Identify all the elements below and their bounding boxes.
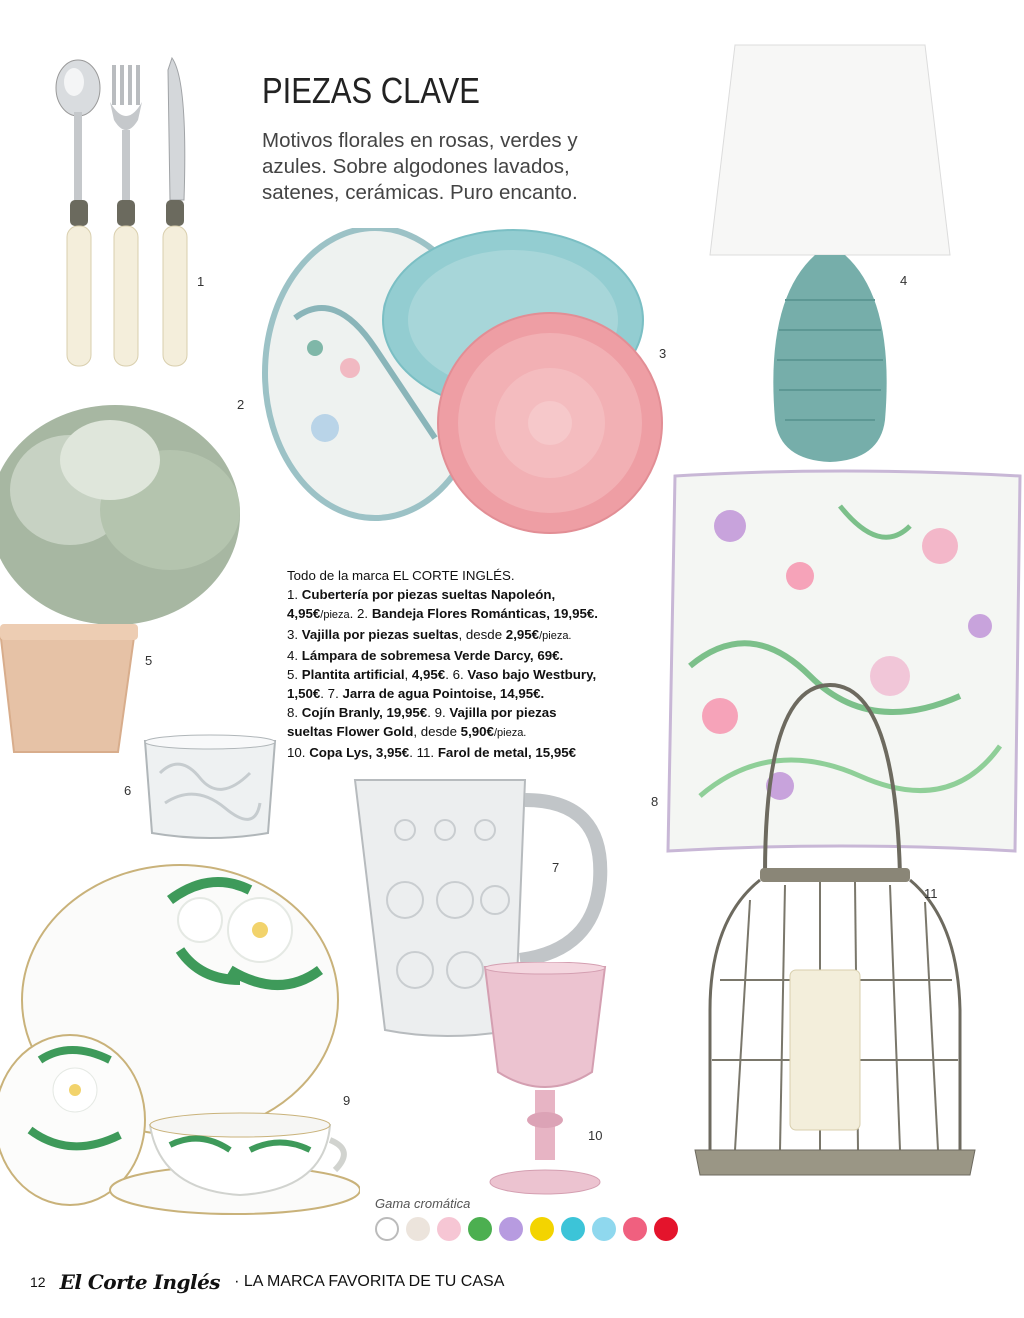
footer-tagline: · LA MARCA FAVORITA DE TU CASA — [234, 1273, 505, 1290]
intro-line: satenes, cerámicas. Puro encanto. — [262, 181, 578, 204]
intro-line: azules. Sobre algodones lavados, — [262, 155, 570, 178]
details-text-run: , — [404, 667, 412, 682]
details-bold-run: 4,95€ — [411, 667, 446, 682]
item-number-5: 5 — [145, 653, 153, 668]
item-number-10: 10 — [588, 1128, 603, 1143]
details-line — [287, 722, 687, 743]
details-bold-run: Farol de metal, 15,95€ — [437, 745, 577, 760]
item-number-4: 4 — [900, 273, 908, 288]
details-bold-run: Jarra de agua Pointoise, 14,95€. — [342, 686, 545, 701]
details-unit-run: /pieza. — [539, 630, 572, 642]
color-swatch — [654, 1217, 678, 1241]
color-swatch — [592, 1217, 616, 1241]
details-bold-run: Vajilla por piezas sueltas — [301, 627, 459, 642]
color-swatch — [437, 1217, 461, 1241]
color-swatch — [468, 1217, 492, 1241]
details-bold-run: 1,50€ — [287, 686, 321, 701]
details-bold-run: 5,90€ — [460, 724, 494, 739]
item-number-2: 2 — [237, 397, 245, 412]
details-line — [287, 684, 687, 703]
page-number: 12 — [30, 1274, 46, 1290]
item-number-7: 7 — [552, 860, 560, 875]
cutlery-image — [40, 50, 200, 380]
color-palette — [375, 1217, 678, 1241]
details-line — [287, 585, 687, 604]
details-bold-run: Plantita artificial — [301, 667, 405, 682]
plant-image — [0, 400, 270, 760]
details-text-run: . 11. — [409, 745, 438, 760]
details-bold-run: Cojín Branly, 19,95€ — [301, 705, 428, 720]
details-text-run: , desde — [413, 724, 461, 739]
details-list — [287, 585, 687, 762]
details-text-run: , desde — [458, 627, 506, 642]
details-unit-run: /pieza. — [493, 727, 527, 739]
page-title: PIEZAS CLAVE — [262, 70, 480, 111]
details-line — [287, 604, 687, 625]
details-bold-run: sueltas Flower Gold — [287, 724, 414, 739]
details-text-run: 8. — [287, 705, 302, 720]
dinnerware-image — [0, 860, 360, 1225]
details-text-run: 10. — [287, 745, 310, 760]
details-bold-run: 2,95€ — [505, 627, 540, 642]
brand-logo: El Corte Inglés — [59, 1270, 221, 1294]
details-intro: Todo de la marca EL CORTE INGLÉS. — [287, 568, 515, 583]
details-line — [287, 625, 687, 646]
lantern-image — [690, 680, 980, 1180]
details-text-run: 1. — [287, 587, 302, 602]
details-bold-run: Bandeja Flores Románticas, 19,95€. — [371, 606, 598, 621]
details-line — [287, 743, 687, 762]
color-swatch — [561, 1217, 585, 1241]
details-unit-run: /pieza — [320, 609, 350, 621]
color-swatch — [406, 1217, 430, 1241]
details-line — [287, 703, 687, 722]
details-bold-run: Cubertería por piezas sueltas Napoleón, — [301, 587, 556, 602]
palette-label: Gama cromática — [375, 1196, 471, 1211]
color-swatch — [530, 1217, 554, 1241]
details-line — [287, 646, 687, 665]
details-bold-run: Vajilla por piezas — [449, 705, 557, 720]
glass-tumbler-image — [140, 733, 280, 843]
item-number-9: 9 — [343, 1093, 351, 1108]
details-bold-run: Lámpara de sobremesa Verde Darcy, 69€. — [301, 648, 564, 663]
goblet-image — [480, 962, 610, 1198]
product-details — [287, 566, 687, 762]
details-text-run: . 2. — [349, 606, 372, 621]
details-text-run: 3. — [287, 627, 302, 642]
intro-line: Motivos florales en rosas, verdes y — [262, 129, 578, 152]
details-text-run: 5. — [287, 667, 302, 682]
details-text-run: . 7. — [320, 686, 343, 701]
details-text-run: . 9. — [427, 705, 450, 720]
intro-text — [262, 128, 642, 206]
item-number-11: 11 — [924, 886, 938, 901]
color-swatch — [623, 1217, 647, 1241]
lamp-image — [705, 40, 955, 470]
color-swatch — [375, 1217, 399, 1241]
details-text-run: 4. — [287, 648, 302, 663]
details-line — [287, 665, 687, 684]
details-bold-run: Vaso bajo Westbury, — [467, 667, 597, 682]
details-bold-run: 4,95€ — [287, 606, 321, 621]
item-number-8: 8 — [651, 794, 659, 809]
item-number-3: 3 — [659, 346, 667, 361]
footer — [30, 1270, 504, 1294]
item-number-1: 1 — [197, 274, 205, 289]
details-bold-run: Copa Lys, 3,95€ — [309, 745, 410, 760]
details-text-run: . 6. — [445, 667, 468, 682]
color-swatch — [499, 1217, 523, 1241]
plates-image — [255, 228, 675, 558]
item-number-6: 6 — [124, 783, 132, 798]
